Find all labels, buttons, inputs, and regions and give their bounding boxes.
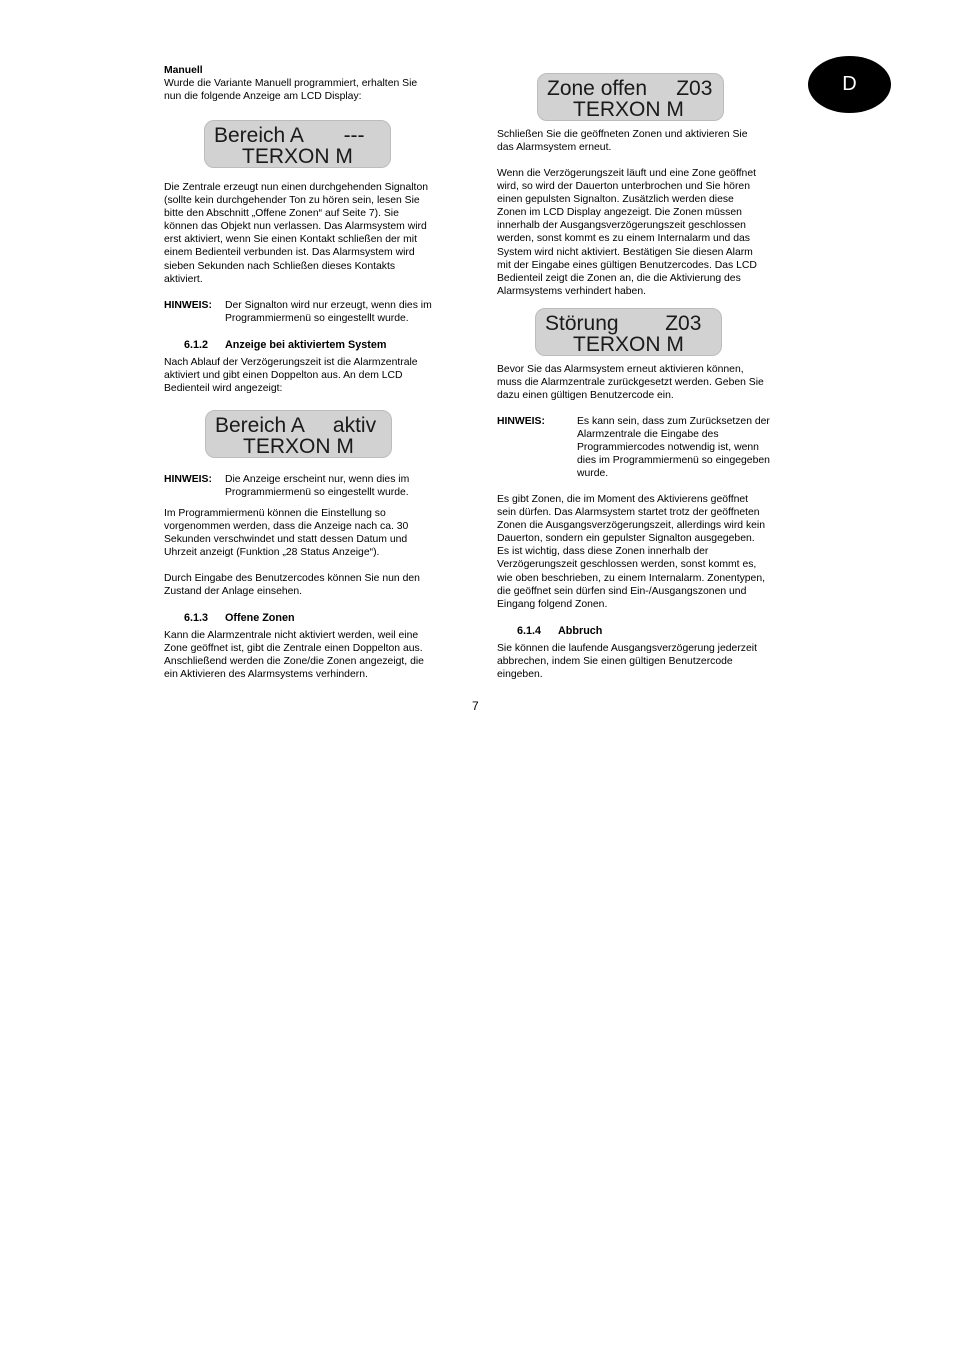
note-text: Es kann sein, dass zum Zurücksetzen der Alarmzentrale die Eingabe des Programmiercodes notwendig ist, wenn dies im Programmiermenü so eingegeben wurde. bbox=[577, 416, 770, 480]
lcd-line-1: Zone offen Z03 bbox=[547, 77, 713, 100]
heading-6-1-3 bbox=[184, 612, 295, 625]
heading-title: Abbruch bbox=[558, 625, 603, 637]
note-label: HINWEIS: bbox=[164, 300, 212, 311]
lcd-line-1: Bereich A aktiv bbox=[215, 414, 377, 437]
heading-title: Offene Zonen bbox=[225, 612, 295, 624]
note-label: HINWEIS: bbox=[497, 416, 545, 427]
lcd-line-2: TERXON M bbox=[242, 145, 353, 168]
paragraph-6-1-4: Sie können die laufende Ausgangsverzögerung jederzeit abbrechen, indem Sie einen gültigen Benutzercode eingeben. bbox=[497, 643, 757, 681]
note-programmiercode bbox=[497, 415, 797, 481]
paragraph-6-1-2: Nach Ablauf der Verzögerungszeit ist die Alarmzentrale aktiviert und gibt einen Doppelton aus. An dem LCD Bedienteil wird angezeigt: bbox=[164, 357, 418, 395]
paragraph-benutzercode: Durch Eingabe des Benutzercodes können Sie nun den Zustand der Anlage einsehen. bbox=[164, 573, 420, 598]
paragraph-verzoegerungszeit: Wenn die Verzögerungszeit läuft und eine Zone geöffnet wird, so wird der Dauerton unterbrochen und Sie hören einen gepulsten Signalton. Zusätzlich werden diese Zonen im LCD Display angezeigt. Die Zonen müssen innerhalb der Ausgangsverzögerungszeit geschlossen werden, sonst kommt es zu einem Internalarm und das System wird nicht aktiviert. Bestätigen Sie diesen Alarm mit der Eingabe eines gültigen Benutzercodes. Das LCD Bedienteil zeigt die Zonen an, die die Aktivierung des Alarmsystems verhindert haben. bbox=[497, 168, 757, 297]
paragraph-signalton: Die Zentrale erzeugt nun einen durchgehenden Signalton (sollte kein durchgehender Ton zu hören sein, lesen Sie bitte den Abschnitt „Offene Zonen“ auf Seite 7). Sie können das Objekt nun verlassen. Das Alarmsystem wird erst aktiviert, wenn Sie einen Kontakt schließen der mit einem Bedienteil verbunden ist. Das Alarmsystem wird sieben Sekunden nach Schließen dieses Kontakts aktiviert. bbox=[164, 182, 428, 285]
paragraph-programmiermenu: Im Programmiermenü können die Einstellung so vorgenommen werden, dass die Anzeige nach ca. 30 Sekunden verschwindet und statt dessen Datum und Uhrzeit anzeigt (Funktion „28 Status Anzeige“). bbox=[164, 508, 409, 559]
paragraph-offene-zonen-erlaubt: Es gibt Zonen, die im Moment des Aktivierens geöffnet sein dürfen. Das Alarmsystem startet trotz der geöffneten Zonen die Ausgangsverzögerungszeit, allerdings wird kein Dauerton, sondern ein gepulster Signalton ausgegeben. Es ist wichtig, dass diese Zonen innerhalb der Verzögerungszeit geschlossen werden, sonst kommt es, wie oben beschrieben, zu einem Internalarm. Zonentypen, die geöffnet sein dürfen sind Ein-/Ausgangszonen und Eingang folgend Zonen. bbox=[497, 494, 766, 610]
note-label: HINWEIS: bbox=[164, 474, 212, 485]
language-tab-badge: D bbox=[808, 56, 891, 113]
heading-number: 6.1.4 bbox=[517, 625, 542, 637]
paragraph-6-1-3: Kann die Alarmzentrale nicht aktiviert werden, weil eine Zone geöffnet ist, gibt die Zentrale einen Doppelton aus. Anschließend werden die Zone/die Zonen angezeigt, die ein Aktivieren des Alarmsystems verhindern. bbox=[164, 630, 424, 681]
lcd-line-2: TERXON M bbox=[573, 333, 684, 356]
note-signalton bbox=[164, 299, 464, 327]
lcd-display-stoerung bbox=[535, 308, 722, 356]
note-anzeige bbox=[164, 473, 464, 501]
lcd-line-2: TERXON M bbox=[573, 98, 684, 121]
manuell-title: Manuell bbox=[164, 65, 203, 76]
note-text: Die Anzeige erscheint nur, wenn dies im Programmiermenü so eingestellt wurde. bbox=[225, 474, 410, 499]
manuell-text: Wurde die Variante Manuell programmiert, erhalten Sie nun die folgende Anzeige am LCD Display: bbox=[164, 78, 418, 103]
heading-number: 6.1.2 bbox=[184, 339, 209, 351]
paragraph-zonen-schliessen: Schließen Sie die geöffneten Zonen und aktivieren Sie das Alarmsystem erneut. bbox=[497, 129, 748, 154]
heading-6-1-2 bbox=[184, 339, 386, 352]
lcd-display-bereich-a-aktiv bbox=[205, 410, 392, 458]
lcd-line-1: Bereich A --- bbox=[214, 124, 365, 147]
note-text: Der Signalton wird nur erzeugt, wenn dies im Programmiermenü so eingestellt wurde. bbox=[225, 300, 432, 325]
lcd-line-1: Störung Z03 bbox=[545, 312, 702, 335]
page-number: 7 bbox=[472, 699, 479, 713]
heading-6-1-4 bbox=[517, 625, 602, 638]
heading-title: Anzeige bei aktiviertem System bbox=[225, 339, 387, 351]
paragraph-zuruecksetzen: Bevor Sie das Alarmsystem erneut aktivieren können, muss die Alarmzentrale zurückgesetzt werden. Geben Sie dazu einen gültigen Benutzercode ein. bbox=[497, 364, 764, 402]
heading-number: 6.1.3 bbox=[184, 612, 209, 624]
lcd-display-bereich-a-idle bbox=[204, 120, 391, 168]
lcd-line-2: TERXON M bbox=[243, 435, 354, 458]
lcd-display-zone-offen bbox=[537, 73, 724, 121]
